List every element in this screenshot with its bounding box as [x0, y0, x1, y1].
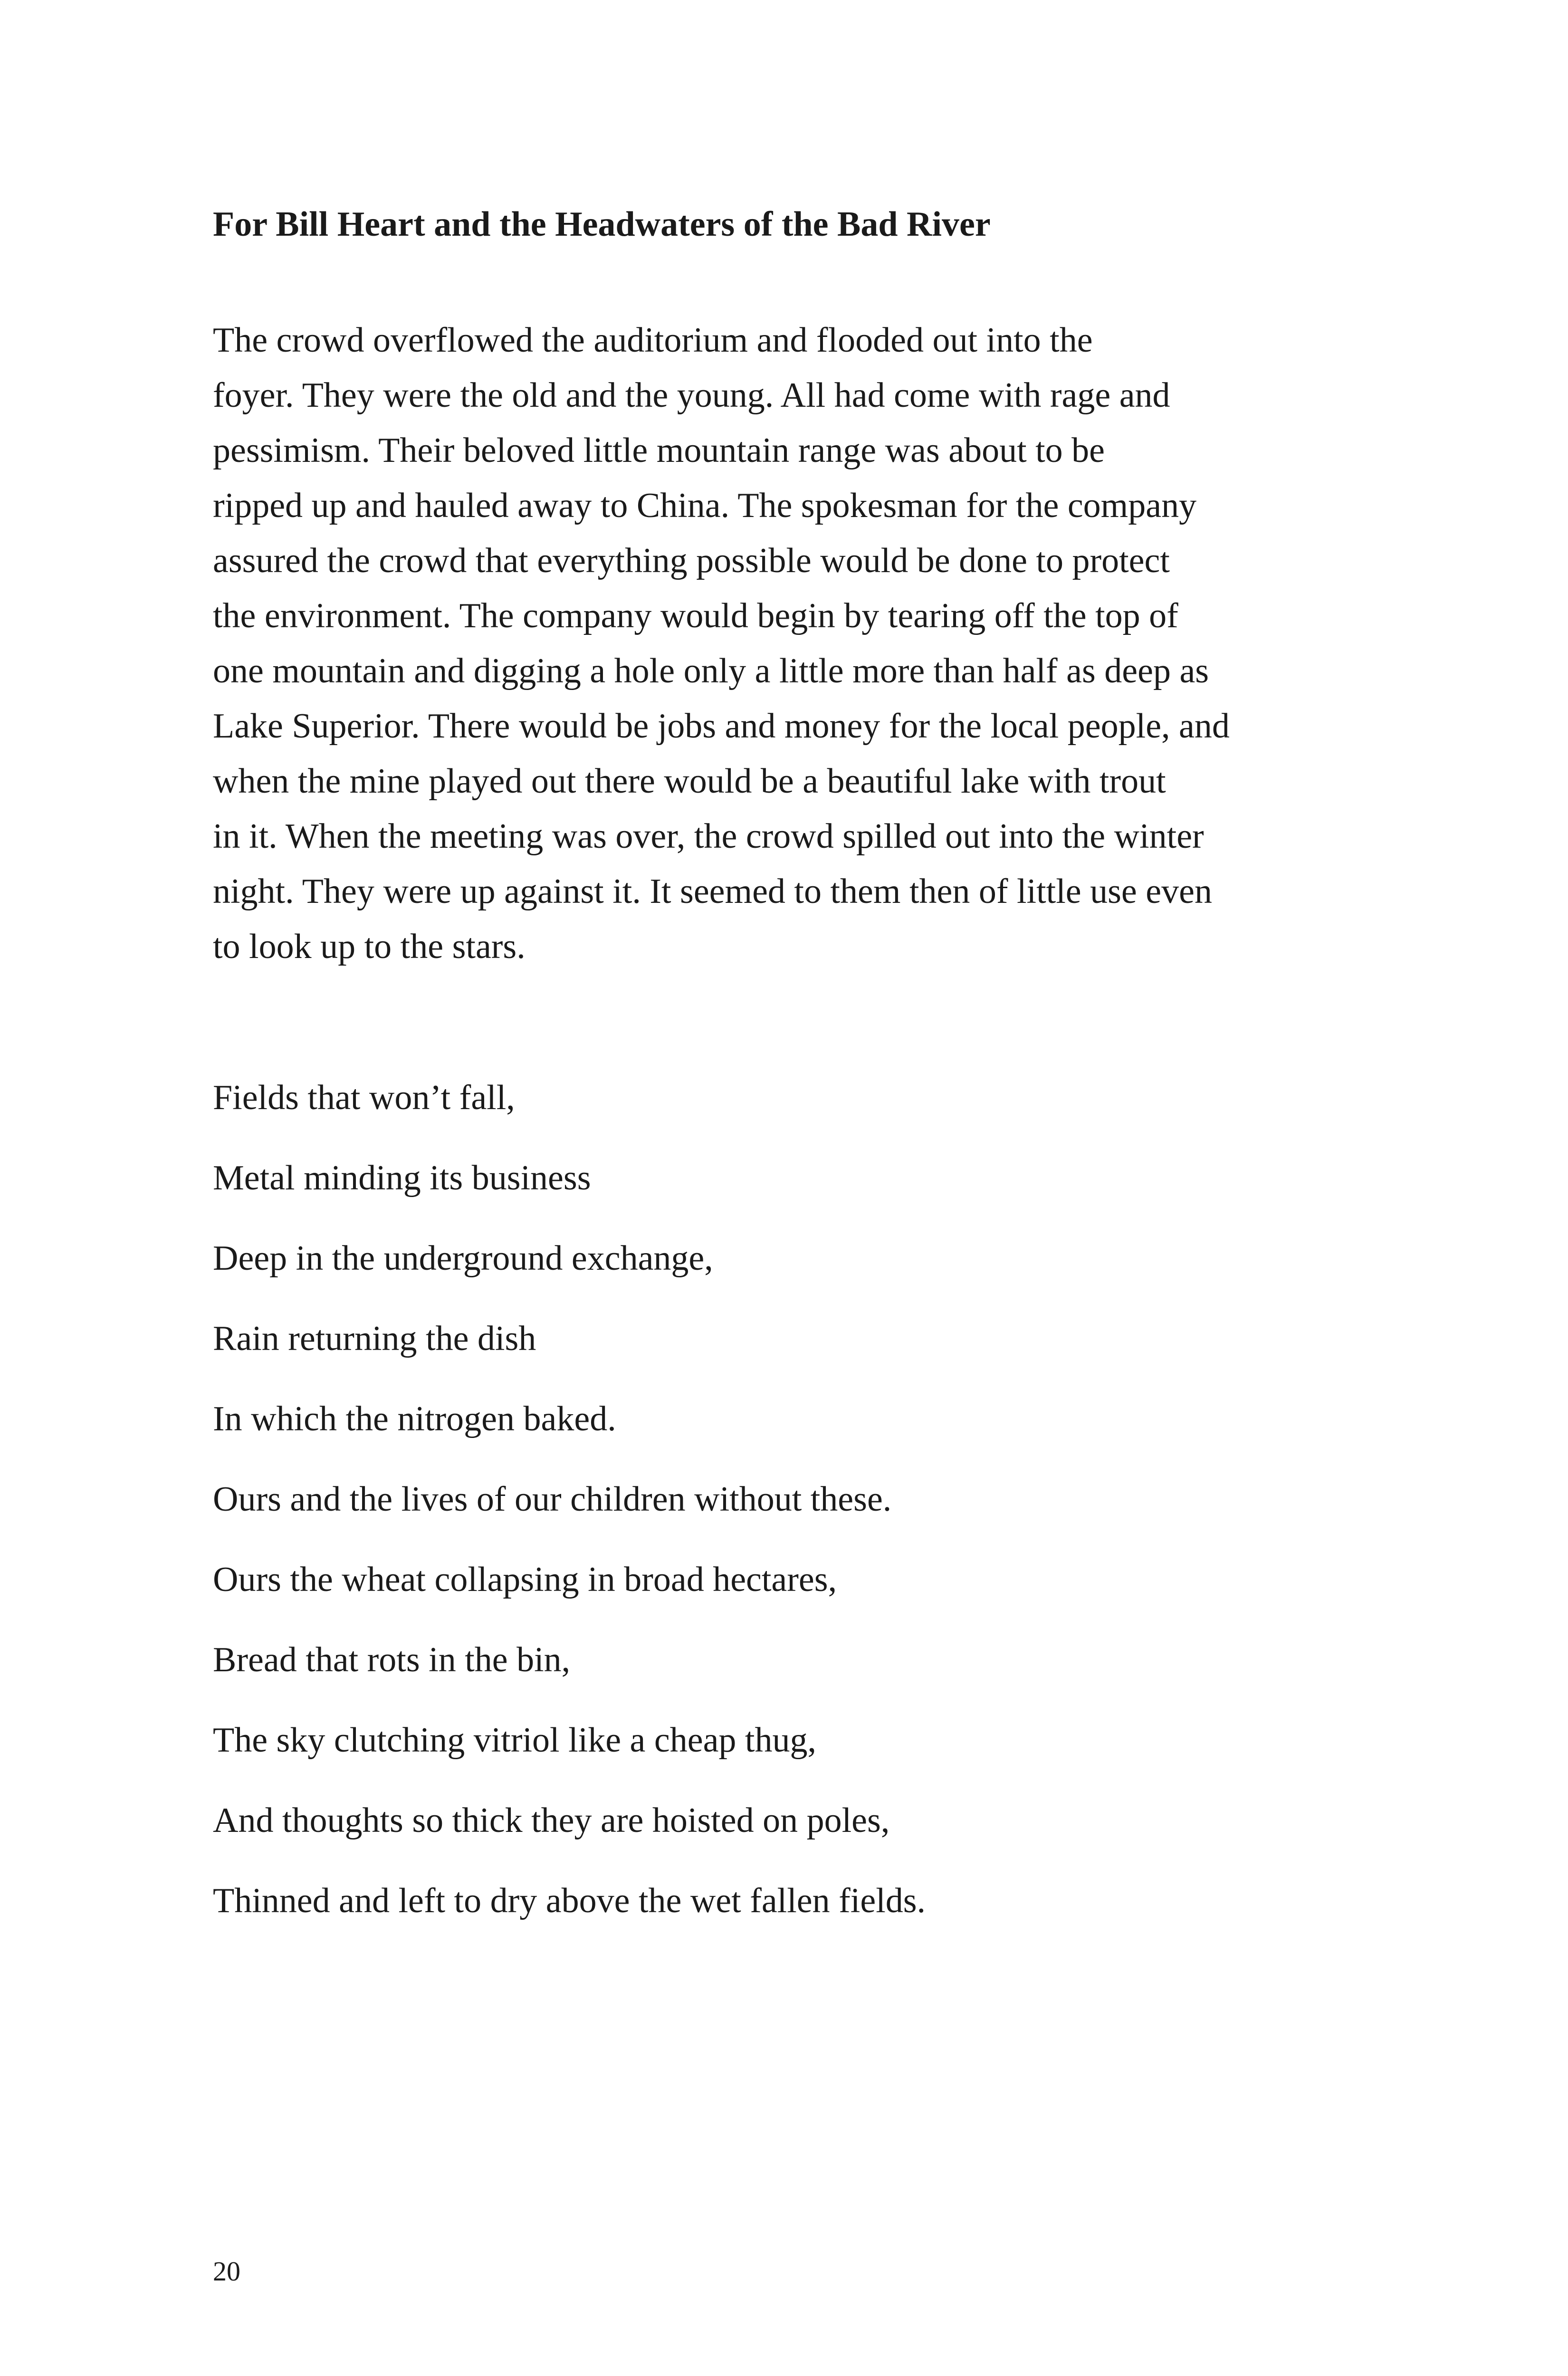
- poem-line: Metal minding its business: [213, 1159, 591, 1198]
- poem-title: For Bill Heart and the Headwaters of the Bad River: [213, 205, 991, 244]
- poem-line: And thoughts so thick they are hoisted on poles,: [213, 1801, 890, 1840]
- prose-line: when the mine played out there would be a beautiful lake with trout: [213, 762, 1166, 801]
- prose-line: The crowd overflowed the auditorium and flooded out into the: [213, 321, 1093, 360]
- poem-line: Ours and the lives of our children without these.: [213, 1480, 892, 1519]
- poem-line: In which the nitrogen baked.: [213, 1399, 616, 1438]
- prose-line: in it. When the meeting was over, the crowd spilled out into the winter: [213, 817, 1204, 856]
- poem-line: Ours the wheat collapsing in broad hectares,: [213, 1560, 837, 1599]
- prose-line: pessimism. Their beloved little mountain range was about to be: [213, 431, 1105, 470]
- prose-line: one mountain and digging a hole only a little more than half as deep as: [213, 651, 1209, 690]
- poem-line: Fields that won’t fall,: [213, 1078, 515, 1117]
- poem-line: Thinned and left to dry above the wet fallen fields.: [213, 1881, 926, 1920]
- prose-line: assured the crowd that everything possible would be done to protect: [213, 541, 1170, 580]
- prose-paragraph: [213, 313, 1401, 974]
- prose-line: Lake Superior. There would be jobs and money for the local people, and: [213, 707, 1230, 746]
- poem-line: Deep in the underground exchange,: [213, 1239, 713, 1278]
- prose-line: night. They were up against it. It seemed to them then of little use even: [213, 872, 1212, 911]
- prose-line: to look up to the stars.: [213, 927, 526, 966]
- poem-line: Bread that rots in the bin,: [213, 1640, 571, 1679]
- prose-line: foyer. They were the old and the young. All had come with rage and: [213, 376, 1170, 415]
- prose-line: ripped up and hauled away to China. The spokesman for the company: [213, 486, 1197, 525]
- poem-stanza: [213, 1069, 926, 1953]
- page-number: 20: [213, 2256, 240, 2287]
- prose-line: the environment. The company would begin by tearing off the top of: [213, 596, 1178, 635]
- poem-line: The sky clutching vitriol like a cheap thug,: [213, 1721, 816, 1760]
- poem-line: Rain returning the dish: [213, 1319, 536, 1358]
